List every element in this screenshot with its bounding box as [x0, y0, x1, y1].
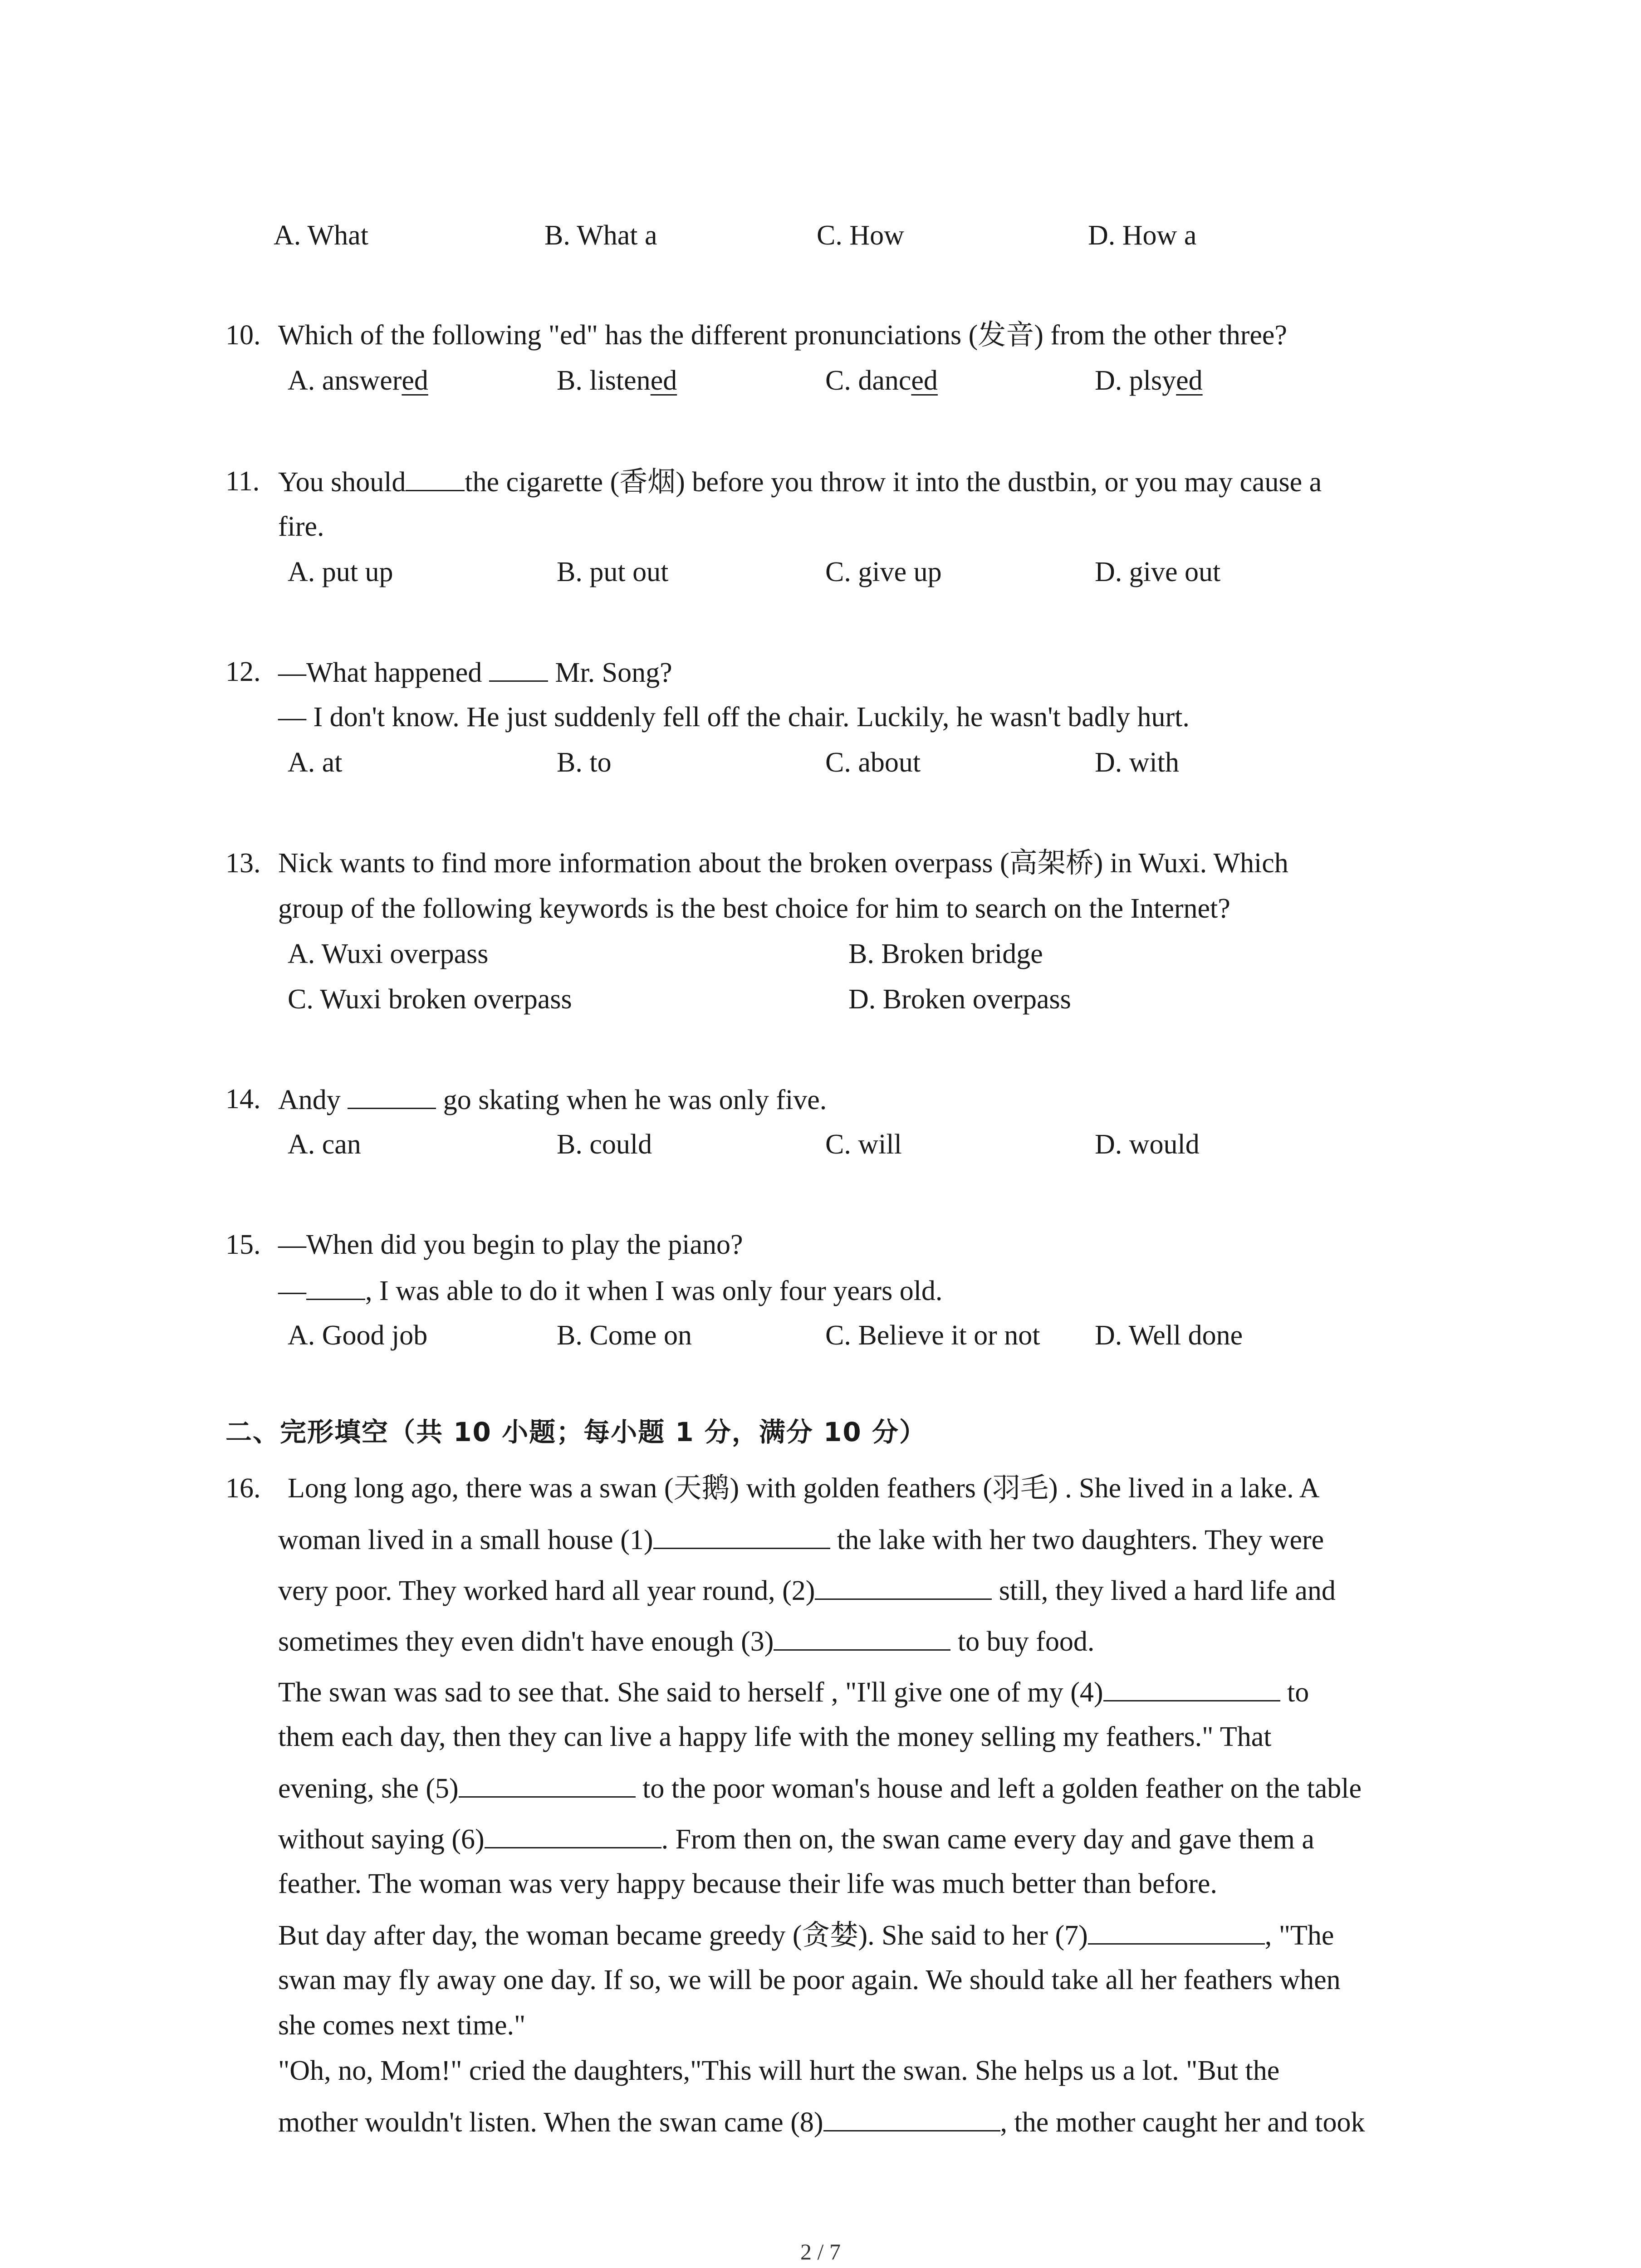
- blank-6: [485, 1824, 661, 1848]
- q9-option-b: B. What a: [544, 220, 657, 251]
- q14-stem: Andy go skating when he was only five.: [278, 1085, 827, 1115]
- q13-option-a: A. Wuxi overpass: [288, 938, 489, 969]
- q12-option-a: A. at: [288, 747, 343, 778]
- blank-5: [459, 1774, 636, 1798]
- q12-option-b: B. to: [557, 747, 612, 778]
- q10-stem: Which of the following "ed" has the different pronunciations (发音) from the other three?: [278, 320, 1287, 351]
- q13-option-b: B. Broken bridge: [848, 938, 1043, 969]
- passage-line: But day after day, the woman became greedy (贪婪). She said to her (7) , "The: [278, 1920, 1334, 1951]
- q10-number: 10.: [225, 320, 261, 351]
- q9-option-c: C. How: [817, 220, 904, 251]
- passage-line: very poor. They worked hard all year round, (2) still, they lived a hard life and: [278, 1575, 1336, 1606]
- q10-option-a: A. answered: [288, 365, 428, 396]
- q12-option-d: D. with: [1095, 747, 1179, 778]
- blank-8: [823, 2107, 1000, 2131]
- q13-number: 13.: [225, 848, 261, 879]
- blank-4: [1103, 1677, 1280, 1701]
- q14-option-d: D. would: [1095, 1129, 1200, 1160]
- q15-line1: —When did you begin to play the piano?: [278, 1229, 743, 1260]
- blank-2: [815, 1576, 992, 1600]
- q12-line2: — I don't know. He just suddenly fell off the chair. Luckily, he wasn't badly hurt.: [278, 702, 1190, 733]
- q12-number: 12.: [225, 656, 261, 687]
- q15-number: 15.: [225, 1229, 261, 1260]
- q15-option-c: C. Believe it or not: [825, 1320, 1040, 1351]
- q11-number: 11.: [225, 466, 260, 497]
- passage-line: them each day, then they can live a happy life with the money selling my feathers." That: [278, 1721, 1272, 1752]
- q12-line1: —What happened Mr. Song?: [278, 657, 672, 688]
- q9-option-d: D. How a: [1088, 220, 1197, 251]
- passage-line: swan may fly away one day. If so, we will be poor again. We should take all her feathers when: [278, 1965, 1341, 1995]
- q13-line1: Nick wants to find more information about the broken overpass (高架桥) in Wuxi. Which: [278, 848, 1288, 879]
- passage-line: without saying (6) . From then on, the swan came every day and gave them a: [278, 1824, 1314, 1855]
- q14-option-a: A. can: [288, 1129, 361, 1160]
- passage-line: The swan was sad to see that. She said to herself , "I'll give one of my (4) to: [278, 1677, 1309, 1708]
- q11-stem-line1: You should the cigarette (香烟) before you throw it into the dustbin, or you may cause a: [278, 467, 1322, 498]
- q12-option-c: C. about: [825, 747, 921, 778]
- q11-option-d: D. give out: [1095, 557, 1221, 587]
- page-number: 2 / 7: [800, 2239, 841, 2264]
- q15-option-d: D. Well done: [1095, 1320, 1243, 1351]
- q10-option-b: B. listened: [557, 365, 677, 396]
- q13-line2: group of the following keywords is the best choice for him to search on the Internet?: [278, 893, 1230, 924]
- q10-option-d: D. plsyed: [1095, 365, 1203, 396]
- q15-line2: — , I was able to do it when I was only four years old.: [278, 1276, 943, 1306]
- passage-number: 16.: [225, 1473, 261, 1504]
- q13-option-d: D. Broken overpass: [848, 984, 1071, 1015]
- passage-line: she comes next time.": [278, 2010, 526, 2041]
- passage-line: "Oh, no, Mom!" cried the daughters,"This will hurt the swan. She helps us a lot. "But the: [278, 2055, 1280, 2086]
- passage-line: mother wouldn't listen. When the swan came (8) , the mother caught her and took: [278, 2107, 1365, 2138]
- q11-option-c: C. give up: [825, 557, 942, 587]
- q10-option-c: C. danced: [825, 365, 938, 396]
- section-heading-cloze: 二、完形填空（共 10 小题；每小题 1 分，满分 10 分）: [225, 1417, 926, 1447]
- q13-option-c: C. Wuxi broken overpass: [288, 984, 572, 1015]
- blank-1: [653, 1525, 830, 1549]
- q14-number: 14.: [225, 1084, 261, 1114]
- q9-option-a: A. What: [274, 220, 368, 251]
- q15-option-b: B. Come on: [557, 1320, 692, 1351]
- passage-line: sometimes they even didn't have enough (3) to buy food.: [278, 1626, 1095, 1657]
- q11-option-b: B. put out: [557, 557, 669, 587]
- q14-option-c: C. will: [825, 1129, 902, 1160]
- q11-stem-line2: fire.: [278, 511, 324, 542]
- passage-line: evening, she (5) to the poor woman's house and left a golden feather on the table: [278, 1773, 1362, 1804]
- q15-option-a: A. Good job: [288, 1320, 428, 1351]
- blank-3: [774, 1627, 950, 1651]
- q11-option-a: A. put up: [288, 557, 393, 587]
- passage-line: feather. The woman was very happy because their life was much better than before.: [278, 1868, 1217, 1899]
- passage-line: woman lived in a small house (1) the lake with her two daughters. They were: [278, 1525, 1324, 1555]
- passage-line: Long long ago, there was a swan (天鹅) with golden feathers (羽毛) . She lived in a lake. A: [288, 1473, 1320, 1504]
- blank-7: [1088, 1921, 1265, 1945]
- q14-option-b: B. could: [557, 1129, 652, 1160]
